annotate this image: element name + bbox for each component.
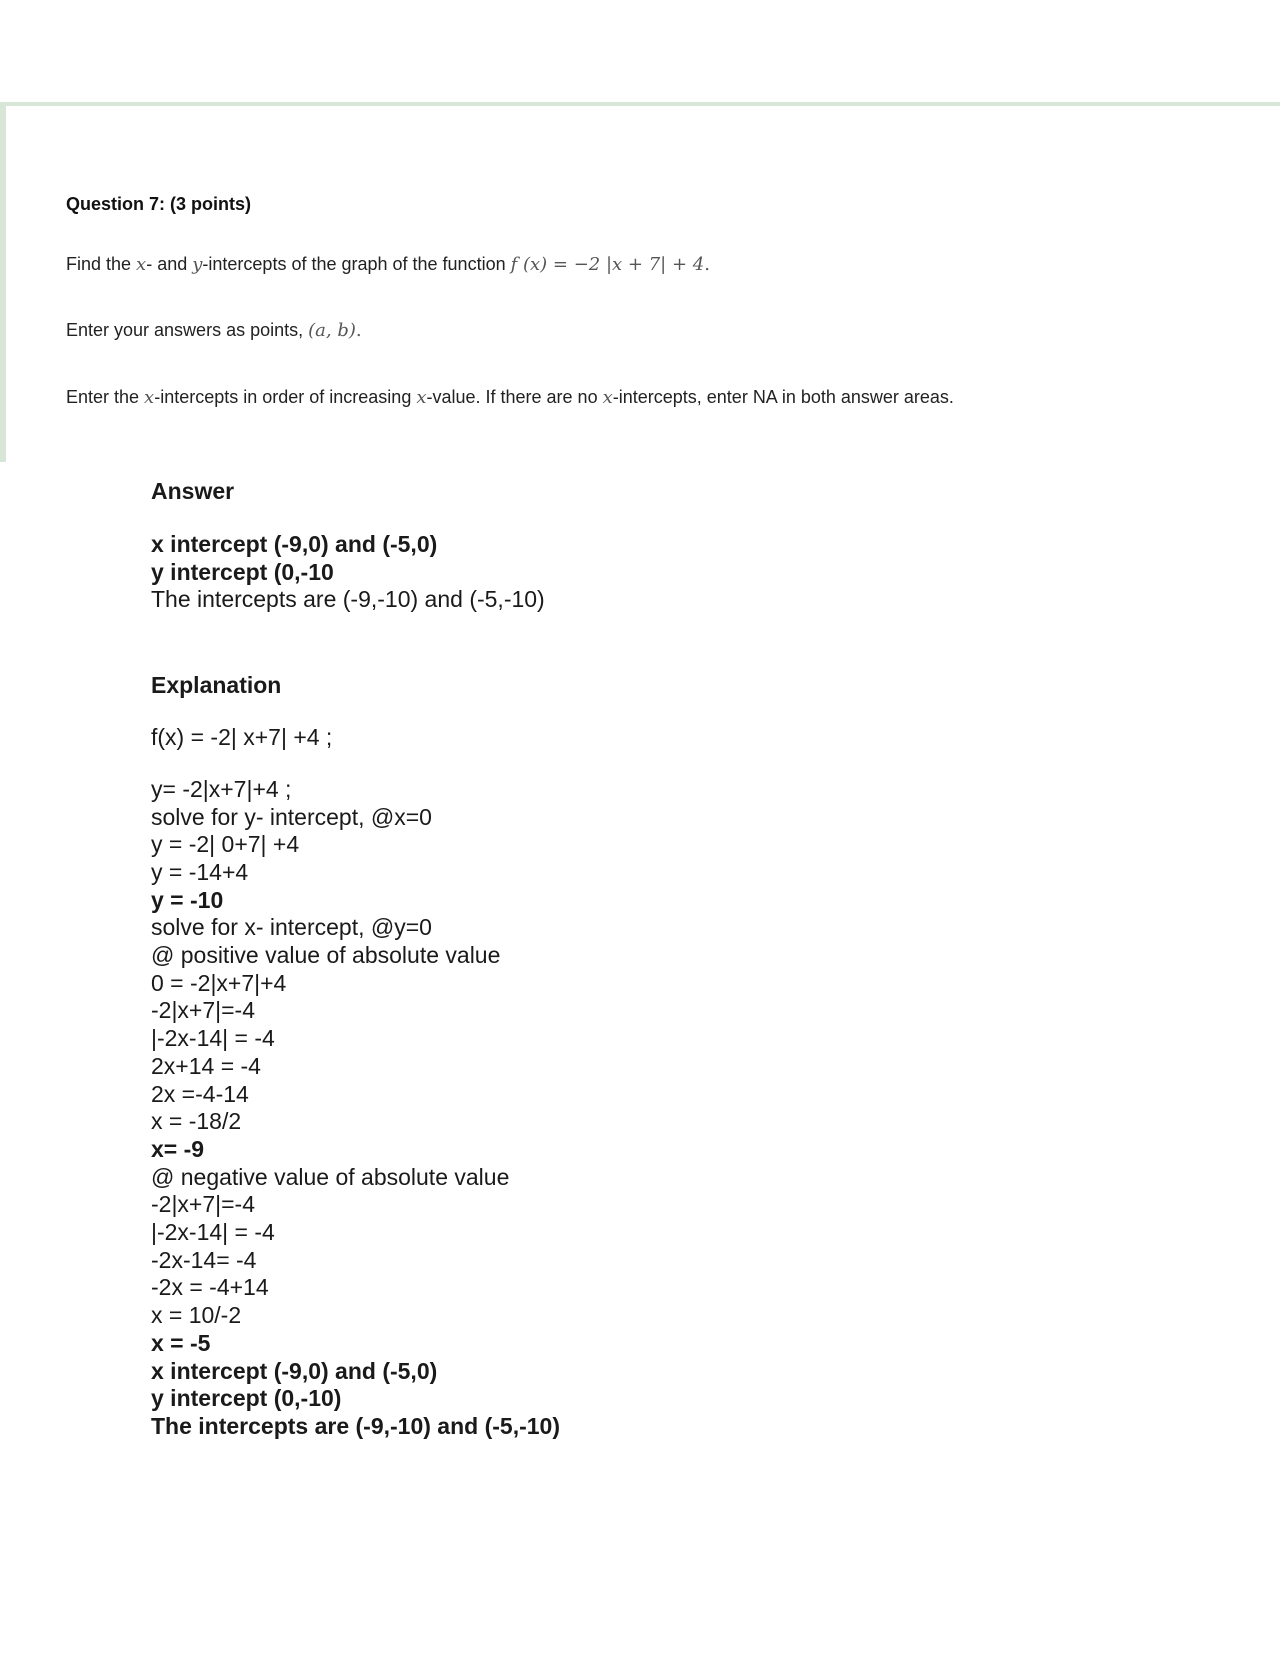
step-line: x = -5: [151, 1329, 211, 1356]
instruction-text: .: [704, 254, 710, 275]
instruction-text: -value. If there are no: [426, 387, 603, 407]
step-line: solve for x- intercept, @y=0: [151, 914, 432, 941]
step-line: @ positive value of absolute value: [151, 942, 501, 969]
question-panel: [0, 102, 1280, 462]
step-line: The intercepts are (-9,-10) and (-5,-10): [151, 1412, 560, 1439]
step-line: solve for y- intercept, @x=0: [151, 803, 432, 830]
math-variable-x: x: [136, 254, 147, 275]
instruction-text: Enter your answers as points,: [66, 320, 309, 340]
step-line: x intercept (-9,0) and (-5,0): [151, 1357, 438, 1384]
step-line: -2|x+7|=-4: [151, 1191, 256, 1218]
step-line: y = -14+4: [151, 858, 249, 885]
instruction-text: -intercepts of the graph of the function: [202, 254, 511, 274]
instruction-text: -intercepts, enter NA in both answer areas.: [612, 387, 954, 407]
answer-line: The intercepts are (-9,-10) and (-5,-10): [151, 586, 545, 613]
answer-line: y intercept (0,-10: [151, 558, 334, 585]
answer-line: x intercept (-9,0) and (-5,0): [151, 531, 438, 557]
step-line: y intercept (0,-10): [151, 1385, 342, 1412]
answer-heading: Answer: [151, 478, 235, 504]
question-instruction: [66, 254, 710, 275]
instruction-text: Find the: [66, 254, 137, 274]
step-line: |-2x-14| = -4: [151, 1219, 275, 1246]
math-variable-x: x: [602, 387, 613, 408]
answer-format-instruction: [66, 320, 362, 341]
point-notation: (a, b): [308, 320, 356, 341]
step-line: 0 = -2|x+7|+4: [151, 969, 287, 996]
question-title: Question 7: (3 points): [66, 194, 252, 214]
math-variable-y: y: [192, 254, 203, 275]
instruction-text: .: [355, 320, 362, 341]
step-line: x= -9: [151, 1135, 205, 1162]
function-expression: f (x) = −2 |x + 7| + 4: [510, 254, 705, 275]
function-definition: f(x) = -2| x+7| +4 ;: [151, 724, 333, 751]
step-line: 2x =-4-14: [151, 1080, 249, 1107]
explanation-steps: [151, 776, 1151, 1441]
step-line: -2|x+7|=-4: [151, 997, 256, 1024]
step-line: @ negative value of absolute value: [151, 1163, 510, 1190]
math-variable-x: x: [416, 387, 427, 408]
step-line: |-2x-14| = -4: [151, 1025, 275, 1052]
step-line: y = -2| 0+7| +4: [151, 831, 300, 858]
instruction-text: -intercepts in order of increasing: [154, 387, 417, 407]
step-line: y= -2|x+7|+4 ;: [151, 775, 292, 802]
step-line: x = 10/-2: [151, 1302, 242, 1329]
ordering-instruction: [66, 387, 954, 408]
answer-lines: [151, 531, 1151, 614]
answer-section: [151, 476, 1151, 1441]
explanation-heading: Explanation: [151, 672, 282, 699]
instruction-text: Enter the: [66, 387, 145, 407]
step-line: -2x = -4+14: [151, 1274, 269, 1301]
step-line: 2x+14 = -4: [151, 1052, 261, 1079]
math-variable-x: x: [144, 387, 155, 408]
step-line: x = -18/2: [151, 1108, 242, 1135]
step-line: -2x-14= -4: [151, 1246, 257, 1273]
step-line: y = -10: [151, 886, 224, 913]
instruction-text: - and: [146, 254, 193, 274]
